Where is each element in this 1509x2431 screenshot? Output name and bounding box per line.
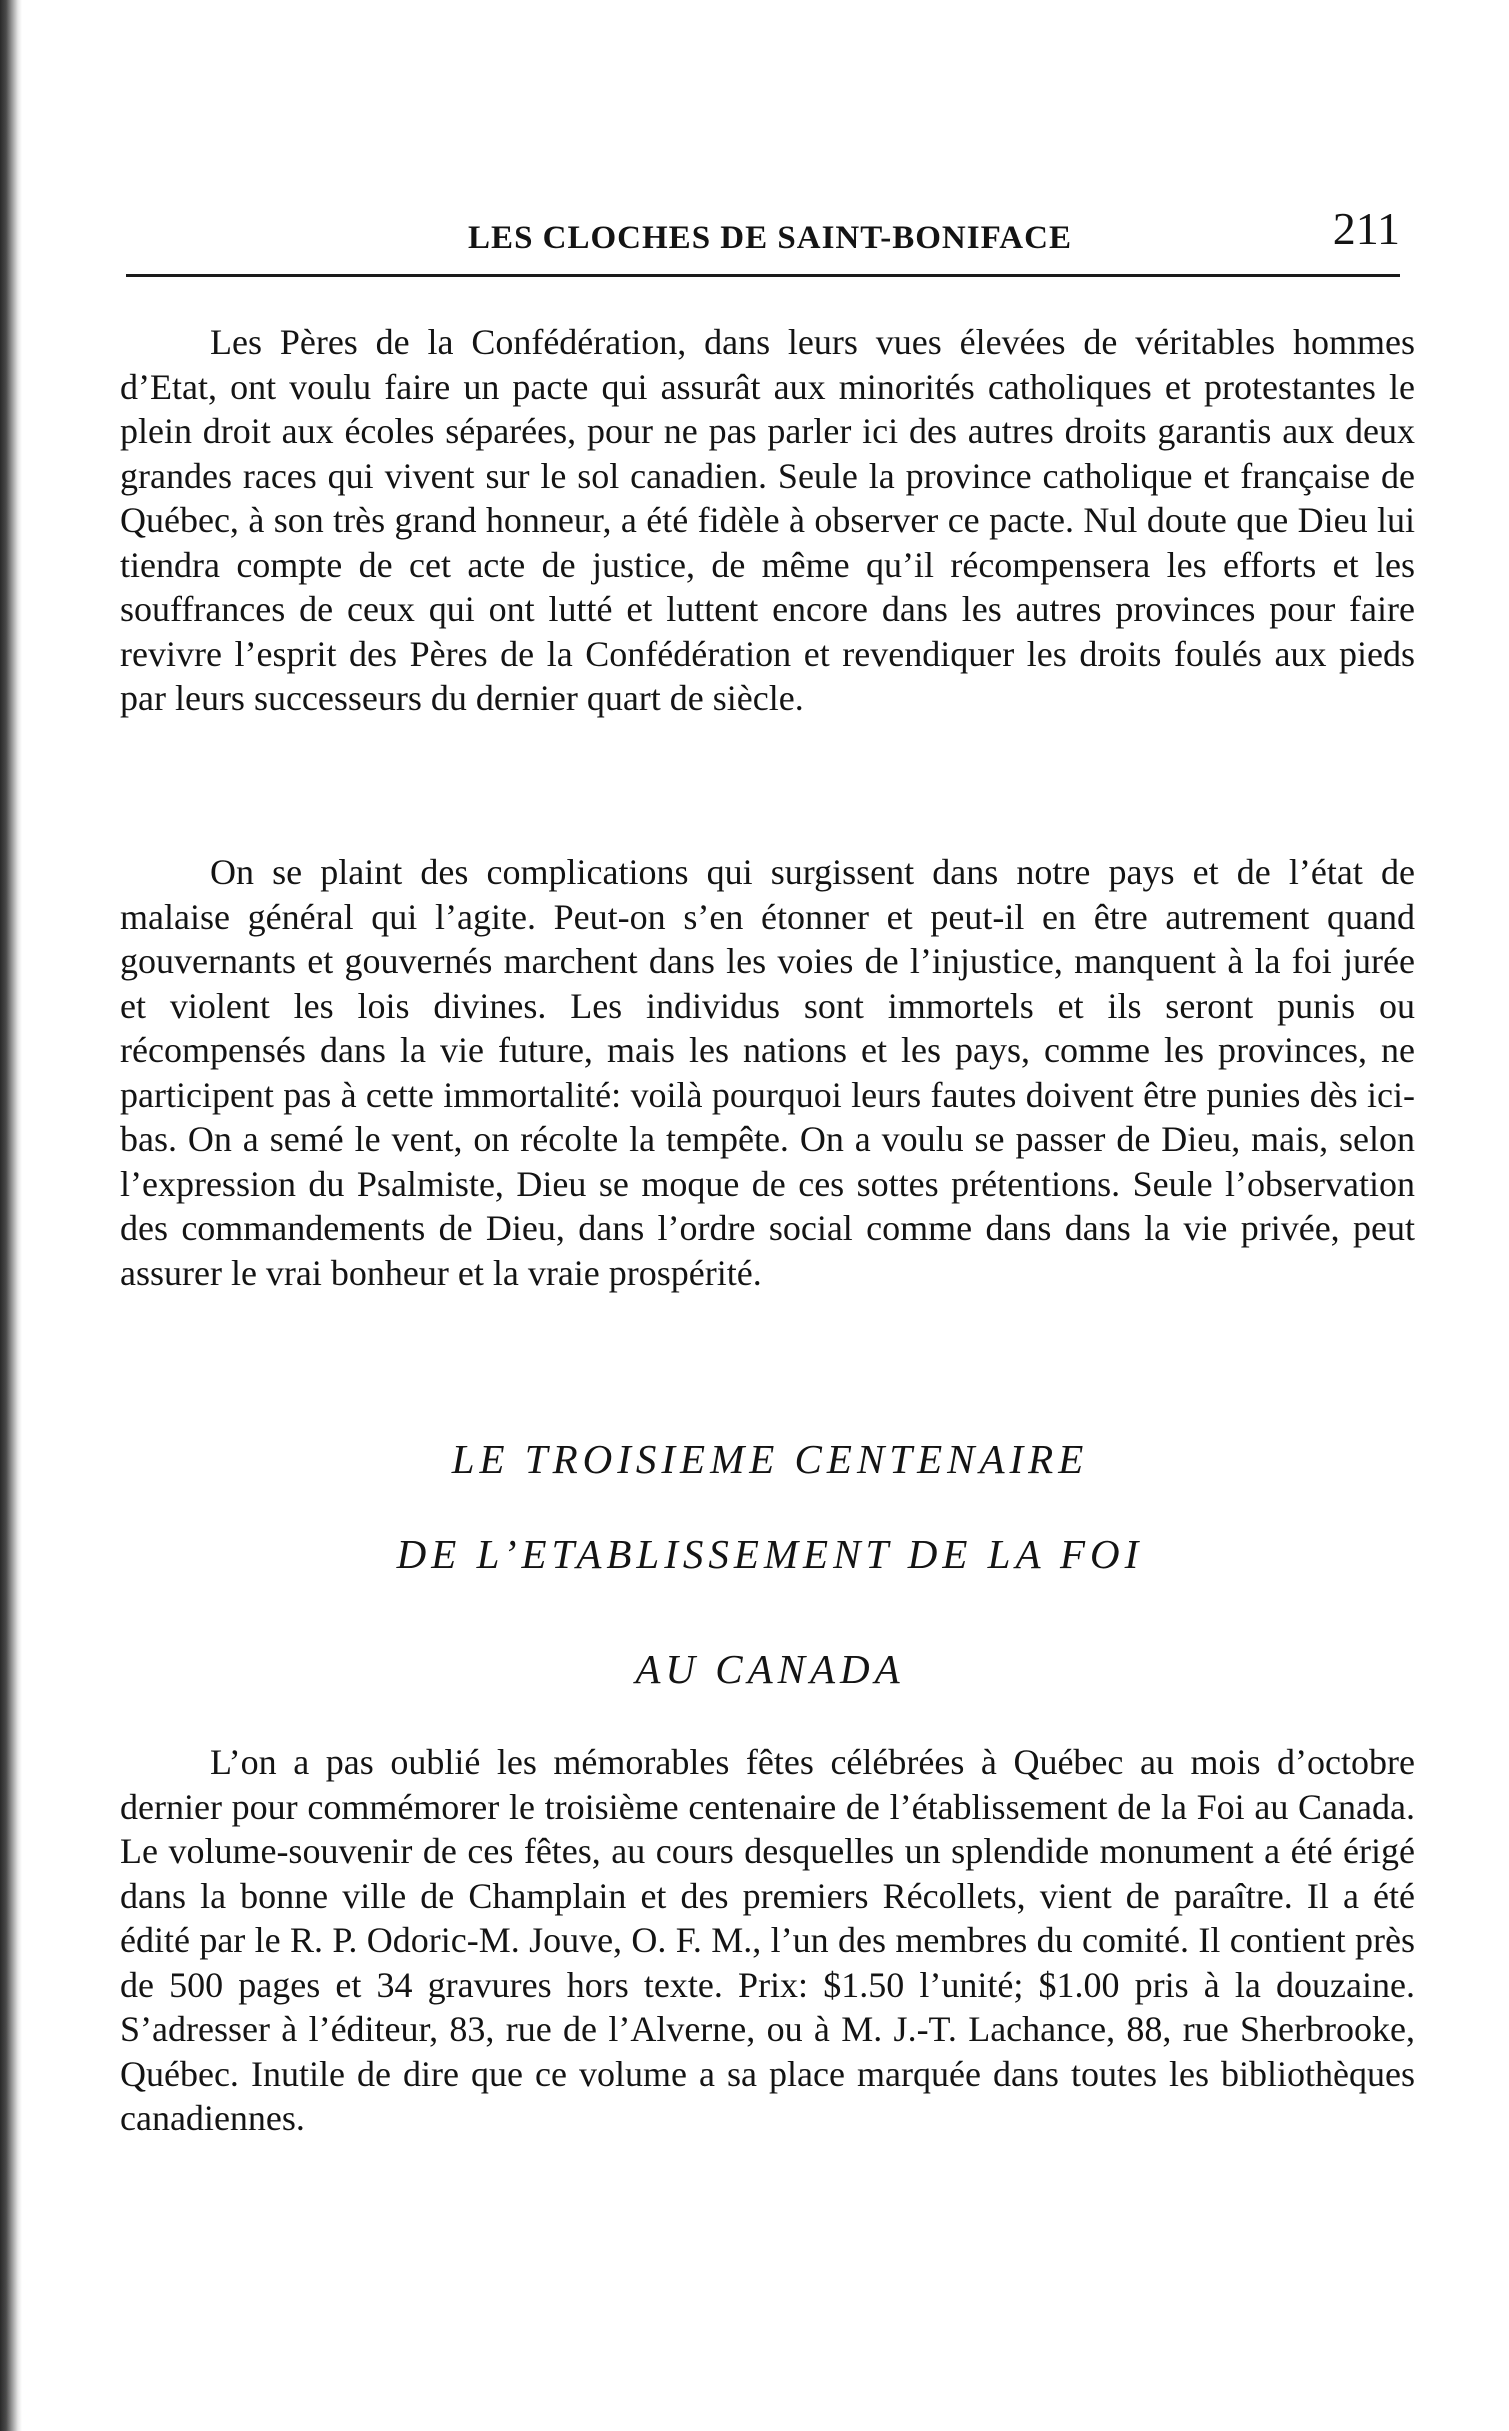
page-number: 211 [1332,203,1400,254]
header-rule [126,274,1400,277]
scan-binding-edge [0,0,22,2431]
book-page [120,190,1420,2138]
paragraph-confederation: Les Pères de la Confédération, dans leurs vues élevées de véritables hommes d’Etat, ont voulu faire un pacte qui assurât aux minorités catholiques et protestantes le plein droit aux écoles séparées, pour ne pas parler ici des autres droits garantis aux deux grandes races qui vivent sur le sol canadien. Seule la province catholique et française de Québec, à son très grand honneur, a été fidèle à observer ce pacte. Nul doute que Dieu lui tiendra compte de cet acte de justice, de même qu’il récompensera les efforts et les souffrances de ceux qui ont lutté et luttent encore dans les autres provinces pour faire revivre l’esprit des Pères de la Confédération et revendiquer les droits foulés aux pieds par leurs successeurs du dernier quart de siècle. [120,322,1415,718]
section-title-line-1: LE TROISIEME CENTENAIRE [451,1436,1089,1482]
running-head: LES CLOCHES DE SAINT-BONIFACE [468,220,1072,256]
section-title-line-2: DE L’ETABLISSEMENT DE LA FOI [396,1531,1144,1577]
section-title-line-3: AU CANADA [635,1646,905,1692]
page-header [120,190,1420,270]
paragraph-centenaire: L’on a pas oublié les mémorables fêtes célébrées à Québec au mois d’octobre dernier pour commémorer le troisième centenaire de l’établissement de la Foi au Canada. Le volume-souvenir de ces fêtes, au cours desquelles un splendide monument a été érigé dans la bonne ville de Champlain et des premiers Récollets, vient de paraître. Il a été édité par le R. P. Odoric-M. Jouve, O. F. M., l’un des membres du comité. Il contient près de 500 pages et 34 gravures hors texte. Prix: $1.50 l’unité; $1.00 pris à la douzaine. S’adresser à l’éditeur, 83, rue de l’Alverne, ou à M. J.-T. Lachance, 88, rue Sherbrooke, Québec. Inutile de dire que ce volume a sa place marquée dans toutes les bibliothèques canadiennes. [120,1742,1415,2138]
paragraph-complications: On se plaint des complications qui surgissent dans notre pays et de l’état de malaise général qui l’agite. Peut-on s’en étonner et peut-il en être autrement quand gouvernants et gouvernés marchent dans les voies de l’injustice, manquent à la foi jurée et violent les lois divines. Les individus sont immortels et ils seront punis ou récompensés dans la vie future, mais les nations et les pays, comme les provinces, ne participent pas à cette immortalité: voilà pourquoi leurs fautes doivent être punies dès ici-bas. On a semé le vent, on récolte la tempête. On a voulu se passer de Dieu, mais, selon l’expression du Psalmiste, Dieu se moque de ces sottes prétentions. Seule l’observation des commandements de Dieu, dans l’ordre social comme dans dans la vie privée, peut assurer le vrai bonheur et la vraie prospérité. [120,852,1415,1293]
